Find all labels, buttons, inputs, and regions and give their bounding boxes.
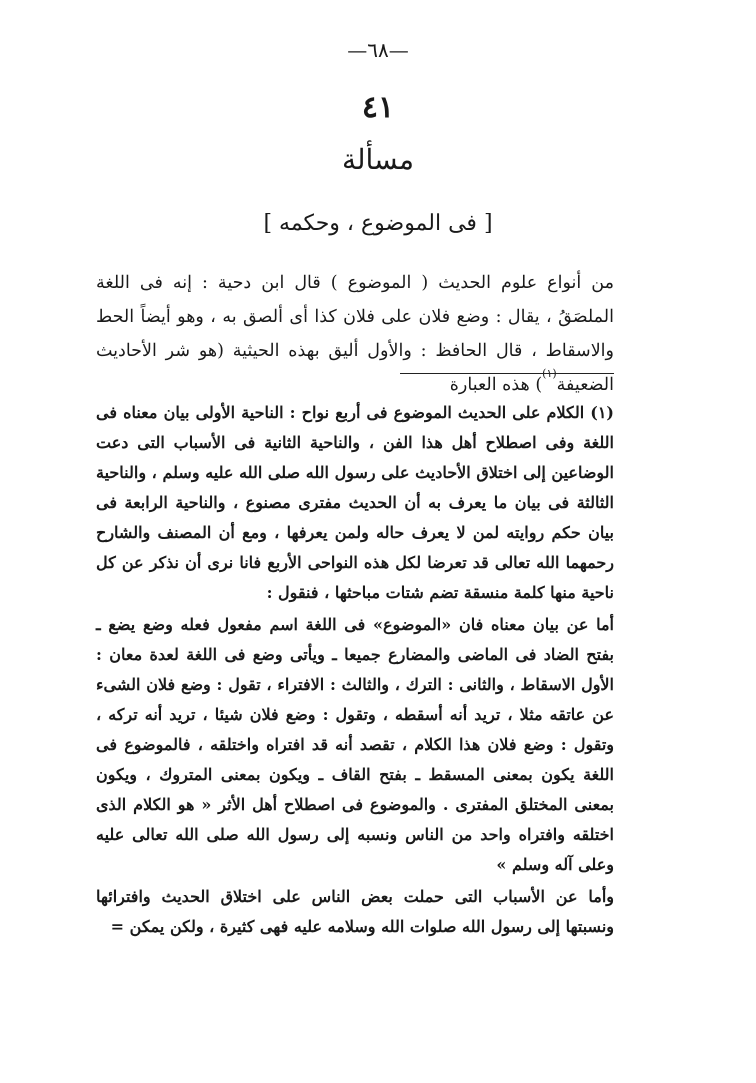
main-text [96, 266, 614, 402]
footnote-reference: (١) [542, 367, 557, 380]
section-number: ٤١ [361, 90, 395, 125]
main-text-start: من أنواع علوم الحديث ( الموضوع ) قال ابن دحية : إنه فى اللغة الملصَقُ ، يقال : وضع فلان على فلان كذا أى ألصق به ، وهو أيضاً الحط والاسقاط ، قال الحافظ : والأول أليق بهذه الحيثية (هو شر الأحاديث الضعيفة [96, 273, 614, 395]
footnotes [96, 398, 614, 942]
footnote-paragraph: أما عن بيان معناه فان «الموضوع» فى اللغة اسم مفعول فعله وضع يضع ـ بفتح الضاد فى الماضى والمضارع جميعا ـ ويأتى وضع فى اللغة لعدة معان : الأول الاسقاط ، والثانى : الترك ، والثالث : الافتراء ، تقول : وضع فلان الشىء عن عاتقه مثلا ، تريد أنه أسقطه ، وتقول : وضع فلان شيئا ، تريد أنه تركه ، وتقول : وضع فلان هذا الكلام ، تقصد أنه قد افتراه واختلقه ، فالموضوع فى اللغة يكون بمعنى المسقط ـ بفتح القاف ـ ويكون بمعنى المتروك ، ويكون بمعنى المختلق المفترى . والموضوع فى اصطلاح أهل الأثر « هو الكلام الذى اختلقه وافتراه واحد من الناس ونسبه إلى رسول الله صلى الله تعالى عليه وعلى آله وسلم » [96, 615, 614, 874]
main-paragraph [96, 266, 614, 402]
page-number: —٦٨— [347, 38, 409, 62]
footnote-paragraph: (١) الكلام على الحديث الموضوع فى أربع نواح : الناحية الأولى بيان معناه فى اللغة وفى اصطلاح أهل هذا الفن ، والناحية الثانية فى الأسباب التى دعت الوضاعين إلى اختلاق الأحاديث على رسول الله صلى الله عليه وسلم ، والناحية الثالثة فى بيان ما يعرف به أن الحديث مفترى مصنوع ، والناحية الرابعة فى بيان حكم روايته لمن لا يعرف حاله ولمن يعرفها ، ومع أن المصنف والشارح رحمهما الله تعالى قد تعرضا لكل هذه النواحى الأربع فانا نرى أن نذكر عن كل ناحية منها كلمة منسقة تضم شتات مباحثها ، فنقول : [96, 403, 615, 602]
footnote-divider [400, 373, 614, 374]
section-subtitle: [ فى الموضوع ، وحكمه ] [263, 211, 493, 236]
footnote-paragraph: وأما عن الأسباب التى حملت بعض الناس على اختلاق الحديث وافترائها ونسبتها إلى رسول الله صلوات الله وسلامه عليه فهى كثيرة ، ولكن يمكن = [96, 887, 614, 936]
section-heading: مسألة [341, 143, 415, 176]
main-text-end: ) هذه العبارة [449, 375, 543, 395]
